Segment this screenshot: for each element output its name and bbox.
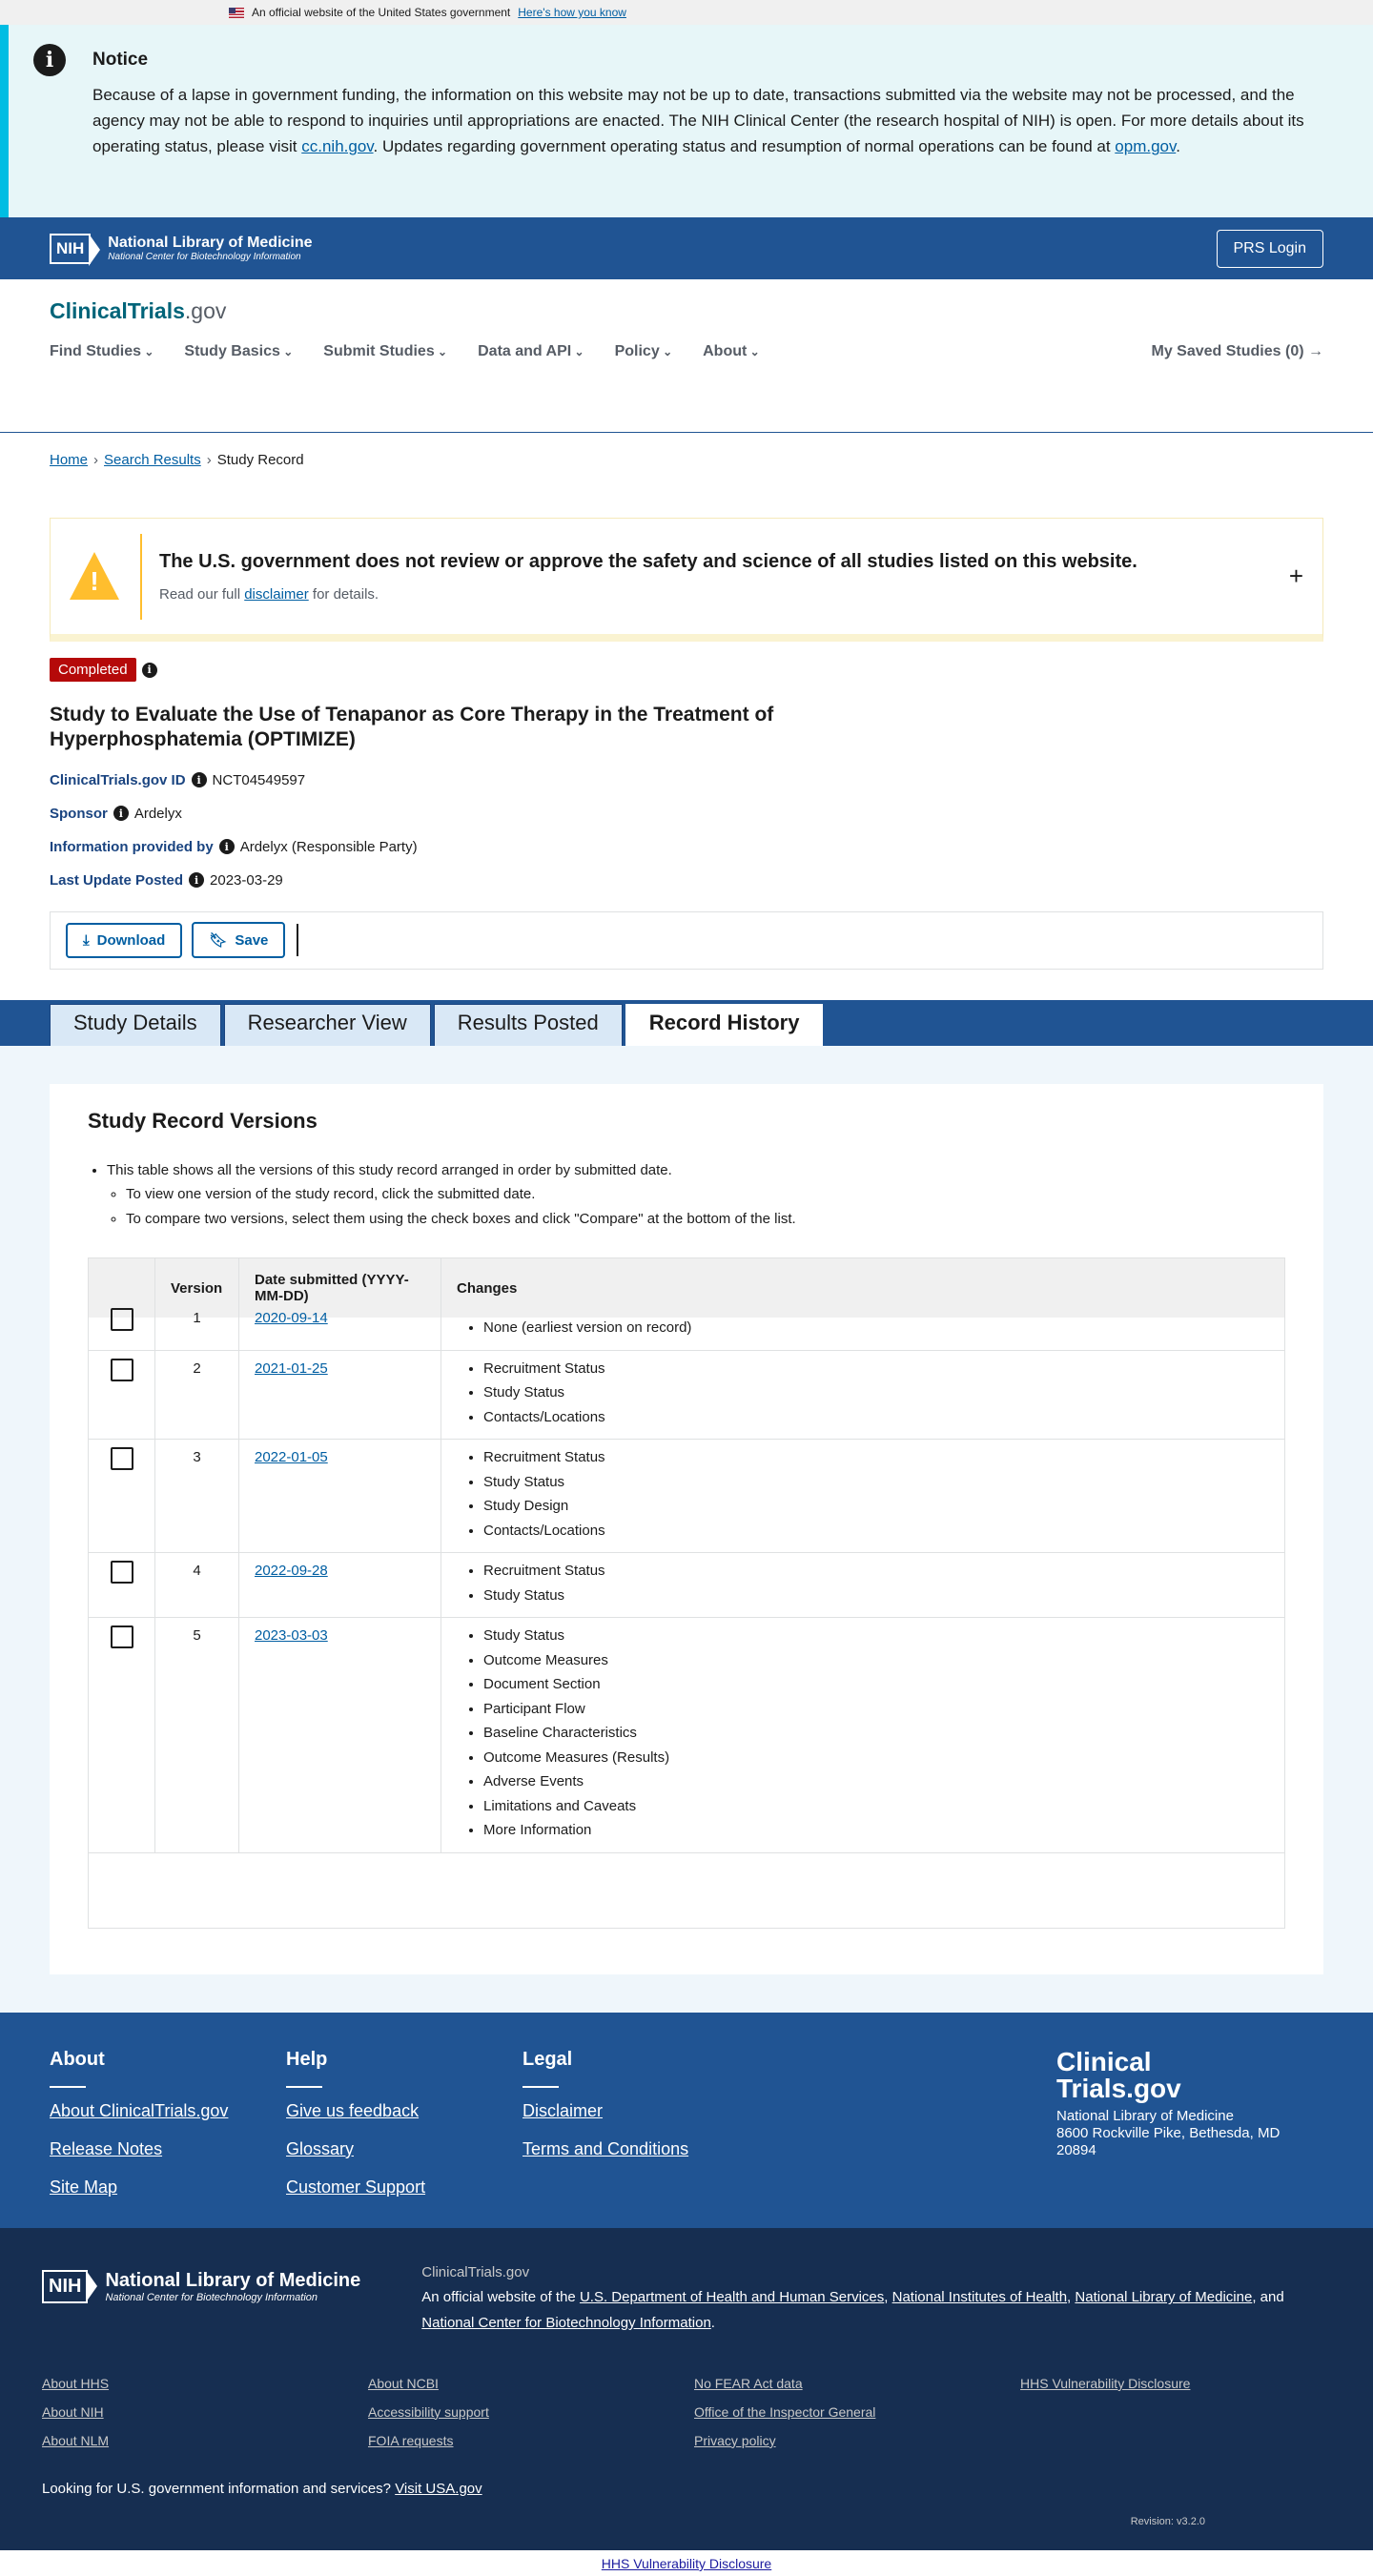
compare-checkbox[interactable] <box>111 1561 133 1584</box>
footer-site-name: ClinicalTrials.gov <box>421 2264 530 2280</box>
nih-link[interactable]: National Institutes of Health <box>891 2289 1068 2306</box>
header-changes: Changes <box>457 1279 518 1297</box>
footer-org: National Library of Medicine <box>1056 2108 1234 2124</box>
info-icon[interactable]: i <box>192 772 207 787</box>
warning-icon: ! <box>70 552 119 602</box>
notice-text <box>92 82 1316 160</box>
row-date-cell <box>239 1440 441 1552</box>
sponsor-value: Ardelyx <box>133 805 182 822</box>
gov-banner-text: An official website of the United States government <box>252 6 511 19</box>
change-item: • Document Section <box>483 1672 1269 1697</box>
logo-gov: .gov <box>184 298 227 323</box>
info-icon[interactable]: i <box>189 872 204 888</box>
instructions-list <box>107 1158 1285 1232</box>
status-badge: Completed <box>50 658 136 682</box>
footer-help <box>286 2049 523 2228</box>
bookmark-icon: 🔖︎ <box>209 932 228 949</box>
nav-data-api[interactable]: Data and API ⌄ <box>478 343 584 360</box>
disclaimer-post: for details. <box>308 585 379 603</box>
download-icon: ⤓ <box>83 931 90 949</box>
row-select-cell <box>89 1618 155 1852</box>
usa-gov-line <box>42 2481 1331 2497</box>
notice-text-3: . <box>1176 137 1180 156</box>
id-label: ClinicalTrials.gov ID <box>50 771 186 788</box>
nih-logo-mark: NIH <box>42 2270 88 2303</box>
footer-logo-line2: Trials.gov <box>1056 2074 1181 2103</box>
table-row <box>89 1440 1284 1553</box>
disclaimer-text <box>159 586 1289 603</box>
record-history-section <box>0 1046 1373 2014</box>
row-version: 4 <box>155 1553 239 1617</box>
study-meta <box>0 753 1373 889</box>
info-icon[interactable]: i <box>142 663 157 678</box>
version-date-link[interactable]: 2022-01-05 <box>255 1449 328 1465</box>
provided-value: Ardelyx (Responsible Party) <box>239 838 418 855</box>
nlm-name: National Library of Medicine <box>105 2270 361 2291</box>
table-row <box>89 1553 1284 1618</box>
header-date: Date submitted (YYYY-MM-DD) <box>239 1258 441 1318</box>
change-item: • Recruitment Status <box>483 1559 1269 1584</box>
nlm-link[interactable]: National Library of Medicine <box>1075 2289 1253 2306</box>
us-flag-icon <box>229 8 244 18</box>
change-item: • Study Design <box>483 1494 1269 1519</box>
change-item: • Study Status <box>483 1584 1269 1608</box>
info-icon[interactable]: i <box>113 806 129 821</box>
logo-main: ClinicalTrials <box>50 298 185 323</box>
nlm-logo[interactable] <box>50 234 313 264</box>
footer-about-title: About <box>50 2049 105 2070</box>
status-row <box>0 642 1373 682</box>
versions-table <box>88 1257 1285 1929</box>
versions-panel <box>50 1084 1323 1975</box>
version-date-link[interactable]: 2020-09-14 <box>255 1310 328 1326</box>
provided-label: Information provided by <box>50 838 214 855</box>
site-footer <box>0 2013 1373 2228</box>
bottom-vulnerability-link[interactable]: HHS Vulnerability Disclosure <box>601 2556 772 2571</box>
footer-link[interactable]: Site Map <box>50 2177 118 2197</box>
tab-results-posted[interactable]: Results Posted <box>434 1004 623 1046</box>
meta-sponsor <box>50 806 1323 822</box>
usa-text: Looking for U.S. government information and services? <box>42 2480 392 2497</box>
meta-provided-by <box>50 839 1323 855</box>
footer-link[interactable]: Customer Support <box>286 2177 426 2197</box>
breadcrumb-home[interactable]: Home <box>50 452 89 468</box>
row-changes <box>441 1618 1284 1852</box>
accessibility-link[interactable]: Accessibility support <box>368 2403 489 2420</box>
header-version: Version <box>155 1258 239 1318</box>
row-select-cell <box>89 1553 155 1617</box>
disclaimer-pre: Read our full <box>159 585 245 603</box>
nav-about[interactable]: About ⌄ <box>703 343 760 360</box>
site-header <box>0 279 1373 433</box>
change-item: • Study Status <box>483 1470 1269 1495</box>
breadcrumb <box>0 433 1373 480</box>
footer-legal-title: Legal <box>523 2049 573 2070</box>
instruction-item: ◦ To view one version of the study record, click the submitted date. <box>126 1182 1285 1207</box>
nav-study-basics[interactable]: Study Basics ⌄ <box>184 343 293 360</box>
change-item: • Baseline Characteristics <box>483 1721 1269 1746</box>
compare-checkbox[interactable] <box>111 1308 133 1331</box>
usa-gov-link[interactable]: Visit USA.gov <box>395 2480 482 2497</box>
footer-help-title: Help <box>286 2049 328 2070</box>
update-value: 2023-03-29 <box>210 871 283 889</box>
instruction-item: ◦ To compare two versions, select them using the check boxes and click "Compare" at the bottom of the list. <box>126 1207 1285 1232</box>
row-date-cell <box>239 1310 441 1350</box>
id-value: NCT04549597 <box>212 771 306 788</box>
row-select-cell <box>89 1440 155 1552</box>
notice-text-1: Because of a lapse in government funding, the information on this website may not be up to date, transactions submitted via the website may not be processed, and the agency may not be able to respond to inquiries until appropriations are enacted. The NIH Clinical Center (the research hospital of NIH) is open. For more details about its operating status, please visit <box>92 86 1304 156</box>
footer-link[interactable]: Disclaimer <box>523 2101 604 2120</box>
change-item: • Outcome Measures <box>483 1648 1269 1673</box>
row-version: 2 <box>155 1351 239 1440</box>
meta-last-update <box>50 872 1323 889</box>
main-nav <box>50 343 1323 360</box>
versions-heading: Study Record Versions <box>88 1108 318 1133</box>
info-icon: i <box>33 44 66 76</box>
row-select-cell <box>89 1310 155 1350</box>
footer-legal <box>523 2049 759 2228</box>
row-date-cell <box>239 1351 441 1440</box>
nih-logo-mark: NIH <box>50 234 91 264</box>
sponsor-label: Sponsor <box>50 805 108 822</box>
tab-study-details[interactable]: Study Details <box>50 1004 221 1046</box>
divider <box>297 924 298 956</box>
footer-link[interactable]: About ClinicalTrials.gov <box>50 2101 229 2120</box>
foia-link[interactable]: FOIA requests <box>368 2432 454 2448</box>
agency-footer <box>0 2228 1373 2550</box>
footer-description: ClinicalTrials.gov An official website of the U.S. Department of Health and Human Services, National Institutes of Health, National Library of Medicine, and National Center for Biotechnology Information. <box>421 2260 1318 2336</box>
change-item: • Contacts/Locations <box>483 1405 1269 1430</box>
footer-brand <box>1056 2049 1323 2228</box>
change-item: • Recruitment Status <box>483 1357 1269 1381</box>
no-fear-link[interactable]: No FEAR Act data <box>694 2375 803 2391</box>
nlm-footer-logo[interactable] <box>42 2270 360 2303</box>
footer-link[interactable]: Give us feedback <box>286 2101 420 2120</box>
nlm-name: National Library of Medicine <box>108 235 313 251</box>
table-row <box>89 1310 1284 1351</box>
table-row <box>89 1618 1284 1853</box>
about-hhs-link[interactable]: About HHS <box>42 2375 110 2391</box>
hhs-vulnerability-link[interactable]: HHS Vulnerability Disclosure <box>1020 2375 1191 2391</box>
footer-logo-line1: Clinical <box>1056 2047 1152 2076</box>
change-item: • Adverse Events <box>483 1769 1269 1794</box>
save-label: Save <box>235 931 269 949</box>
change-item: • Contacts/Locations <box>483 1519 1269 1544</box>
row-version: 5 <box>155 1618 239 1852</box>
save-button[interactable] <box>192 922 285 958</box>
hhs-link[interactable]: U.S. Department of Health and Human Services <box>579 2289 885 2306</box>
opm-link[interactable]: opm.gov <box>1115 137 1177 156</box>
change-item: • Recruitment Status <box>483 1445 1269 1470</box>
chevron-right-icon: › <box>93 452 99 468</box>
version-date-link[interactable]: 2023-03-03 <box>255 1627 328 1644</box>
gov-banner <box>0 0 1373 25</box>
change-item: • Study Status <box>483 1624 1269 1648</box>
about-nih-link[interactable]: About NIH <box>42 2403 104 2420</box>
ncbi-link[interactable]: National Center for Biotechnology Information <box>421 2314 711 2331</box>
change-item: • None (earliest version on record) <box>483 1316 1269 1340</box>
footer-link[interactable]: Release Notes <box>50 2139 163 2158</box>
nav-find-studies[interactable]: Find Studies ⌄ <box>50 343 154 360</box>
row-changes <box>441 1553 1284 1617</box>
chevron-right-icon: › <box>206 452 212 468</box>
change-item: • Limitations and Caveats <box>483 1794 1269 1819</box>
revision-label: Revision: v3.2.0 <box>1130 2516 1205 2527</box>
update-label: Last Update Posted <box>50 871 184 889</box>
expand-plus-icon[interactable]: + <box>1288 562 1303 590</box>
instruction-item: • This table shows all the versions of this study record arranged in order by submitted date. <box>107 1158 1285 1183</box>
change-item: • Outcome Measures (Results) <box>483 1746 1269 1770</box>
meta-id <box>50 772 1323 788</box>
compare-checkbox[interactable] <box>111 1447 133 1470</box>
heres-how-you-know-link[interactable]: Here's how you know <box>518 6 626 19</box>
row-changes <box>441 1440 1284 1552</box>
change-item: • Study Status <box>483 1380 1269 1405</box>
info-icon[interactable]: i <box>219 839 235 854</box>
row-changes <box>441 1310 1284 1350</box>
study-title: Study to Evaluate the Use of Tenapanor as Core Therapy in the Treatment of Hyperphosphatemia (OPTIMIZE) <box>50 704 774 751</box>
disclaimer-link[interactable]: disclaimer <box>244 585 309 603</box>
download-button[interactable] <box>66 923 182 958</box>
action-bar <box>50 911 1323 970</box>
bottom-vulnerability <box>0 2550 1373 2576</box>
inspector-general-link[interactable]: Office of the Inspector General <box>694 2403 876 2420</box>
footer-desc-pre: An official website of the <box>421 2289 580 2306</box>
disclaimer-heading: The U.S. government does not review or approve the safety and science of all studies listed on this website. <box>159 550 1137 572</box>
footer-link[interactable]: Terms and Conditions <box>523 2139 689 2158</box>
row-select-cell <box>89 1351 155 1440</box>
notice-text-2: . Updates regarding government operating status and resumption of normal operations can be found at <box>373 137 1116 156</box>
about-nlm-link[interactable]: About NLM <box>42 2432 110 2448</box>
change-item: • Participant Flow <box>483 1697 1269 1722</box>
footer-logo[interactable] <box>1056 2049 1323 2102</box>
tab-record-history[interactable]: Record History <box>625 1004 824 1046</box>
row-version: 3 <box>155 1440 239 1552</box>
record-tabs <box>0 1000 1373 1046</box>
row-changes <box>441 1351 1284 1440</box>
download-label: Download <box>96 931 166 949</box>
clinicaltrials-logo[interactable] <box>50 279 1323 324</box>
compare-checkbox[interactable] <box>111 1625 133 1648</box>
table-row <box>89 1351 1284 1441</box>
nav-policy[interactable]: Policy ⌄ <box>615 343 673 360</box>
notice-banner <box>0 25 1373 217</box>
table-header <box>89 1258 1284 1318</box>
footer-link[interactable]: Glossary <box>286 2139 355 2158</box>
table-body <box>89 1310 1284 1853</box>
privacy-link[interactable]: Privacy policy <box>694 2432 776 2448</box>
footer-links-grid <box>42 2376 1331 2448</box>
breadcrumb-search-results[interactable]: Search Results <box>104 452 201 468</box>
breadcrumb-current: Study Record <box>216 452 304 468</box>
notice-title: Notice <box>92 50 149 70</box>
footer-about <box>50 2049 286 2228</box>
prs-login-button[interactable]: PRS Login <box>1217 230 1324 268</box>
compare-checkbox[interactable] <box>111 1359 133 1381</box>
row-version: 1 <box>155 1310 239 1350</box>
my-saved-studies-link[interactable]: My Saved Studies (0) → <box>1151 343 1323 359</box>
footer-address: 8600 Rockville Pike, Bethesda, MD 20894 <box>1056 2125 1281 2158</box>
row-date-cell <box>239 1618 441 1852</box>
change-item: • More Information <box>483 1818 1269 1843</box>
tab-researcher-view[interactable]: Researcher View <box>224 1004 431 1046</box>
disclaimer-alert <box>50 518 1323 642</box>
nlm-sub: National Center for Biotechnology Information <box>108 252 301 262</box>
nlm-header <box>0 217 1373 279</box>
nlm-sub: National Center for Biotechnology Information <box>105 2292 318 2303</box>
about-ncbi-link[interactable]: About NCBI <box>368 2375 439 2391</box>
version-date-link[interactable]: 2022-09-28 <box>255 1563 328 1579</box>
cc-nih-link[interactable]: cc.nih.gov <box>301 137 374 156</box>
footer-and: and <box>1260 2289 1284 2306</box>
nav-submit-studies[interactable]: Submit Studies ⌄ <box>323 343 447 360</box>
version-date-link[interactable]: 2021-01-25 <box>255 1360 328 1377</box>
row-date-cell <box>239 1553 441 1617</box>
